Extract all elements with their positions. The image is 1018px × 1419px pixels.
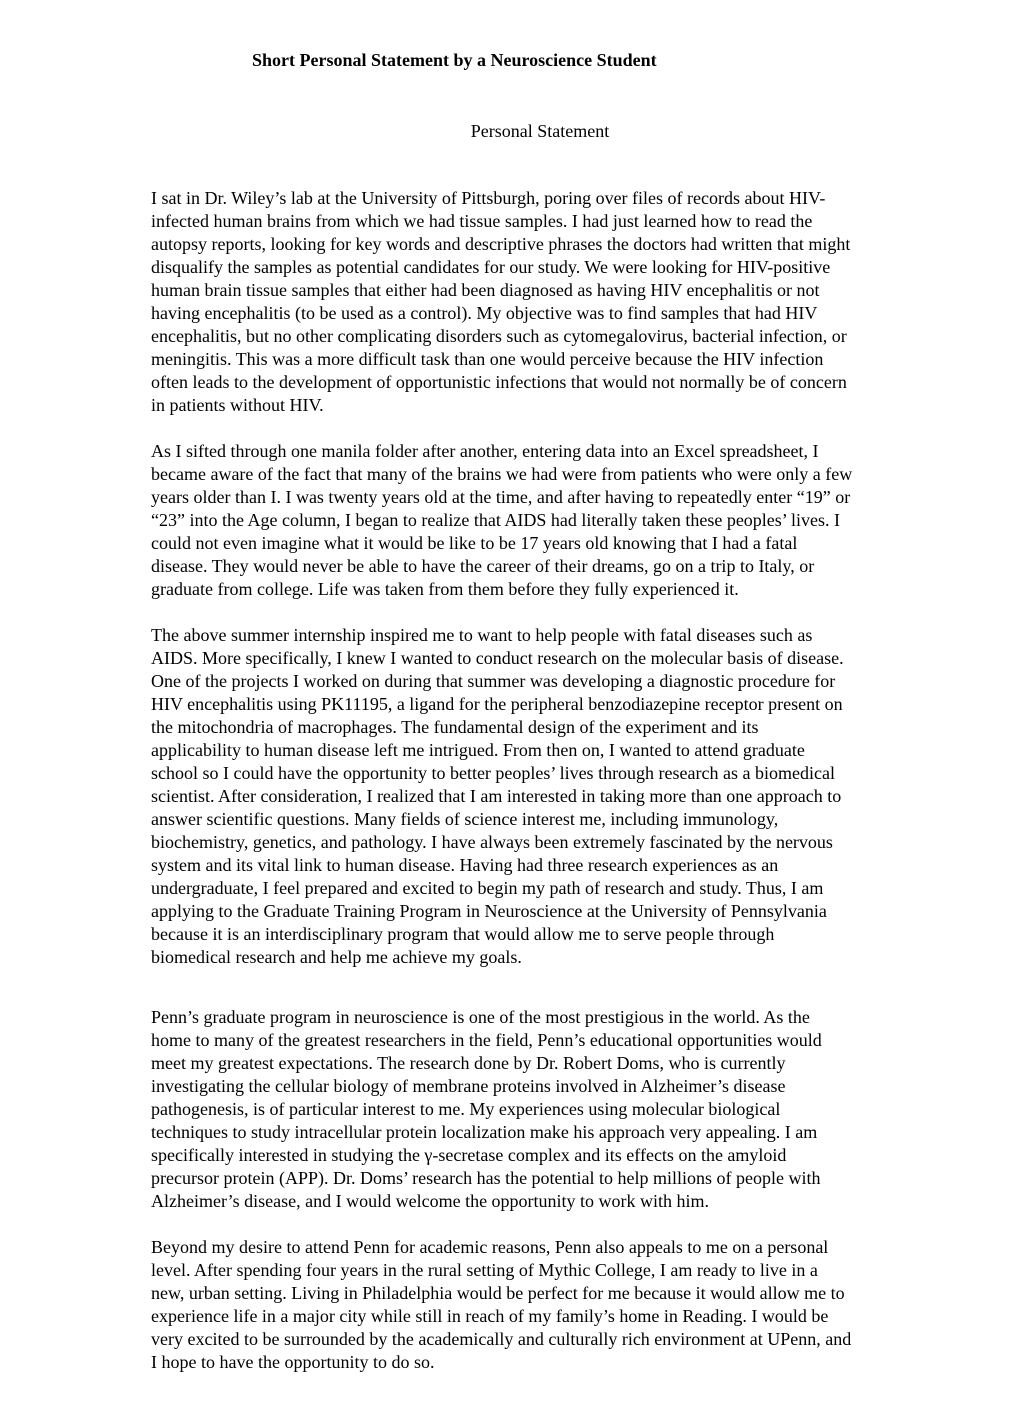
paragraph-line: answer scientific questions. Many fields of science interest me, including immunology, xyxy=(151,809,779,829)
paragraph-line: school so I could have the opportunity to better peoples’ lives through research as a biomedical xyxy=(151,763,835,783)
paragraph-line: could not even imagine what it would be like to be 17 years old knowing that I had a fatal xyxy=(151,533,798,553)
paragraph-line: One of the projects I worked on during that summer was developing a diagnostic procedure for xyxy=(151,671,836,691)
paragraph-line: years older than I. I was twenty years old at the time, and after having to repeatedly enter “19” or xyxy=(151,487,851,507)
paragraph-line: meet my greatest expectations. The research done by Dr. Robert Doms, who is currently xyxy=(151,1053,786,1073)
paragraph-line: often leads to the development of opportunistic infections that would not normally be of concern xyxy=(151,372,847,392)
paragraph-line: pathogenesis, is of particular interest to me. My experiences using molecular biological xyxy=(151,1099,781,1119)
paragraph-2 xyxy=(151,440,852,601)
paragraph-line: level. After spending four years in the rural setting of Mythic College, I am ready to live in a xyxy=(151,1260,818,1280)
paragraph-line: biochemistry, genetics, and pathology. I have always been extremely fascinated by the nervous xyxy=(151,832,833,852)
paragraph-line: I hope to have the opportunity to do so. xyxy=(151,1352,435,1372)
paragraph-line: Beyond my desire to attend Penn for academic reasons, Penn also appeals to me on a personal xyxy=(151,1237,829,1257)
paragraph-line: very excited to be surrounded by the academically and culturally rich environment at UPenn, and xyxy=(151,1329,852,1349)
paragraph-line: undergraduate, I feel prepared and excited to begin my path of research and study. Thus, I am xyxy=(151,878,824,898)
paragraph-line: Penn’s graduate program in neuroscience is one of the most prestigious in the world. As the xyxy=(151,1007,810,1027)
paragraph-line: graduate from college. Life was taken from them before they fully experienced it. xyxy=(151,579,739,599)
paragraph-line: The above summer internship inspired me to want to help people with fatal diseases such as xyxy=(151,625,813,645)
paragraph-line: I sat in Dr. Wiley’s lab at the University of Pittsburgh, poring over files of records about HIV- xyxy=(151,188,826,208)
paragraph-line: precursor protein (APP). Dr. Doms’ research has the potential to help millions of people with xyxy=(151,1168,821,1188)
paragraph-1 xyxy=(151,187,850,417)
paragraph-line: infected human brains from which we had tissue samples. I had just learned how to read the xyxy=(151,211,813,231)
paragraph-line: applying to the Graduate Training Program in Neuroscience at the University of Pennsylvania xyxy=(151,901,827,921)
paragraph-line: autopsy reports, looking for key words and descriptive phrases the doctors had written that might xyxy=(151,234,851,254)
paragraph-line: biomedical research and help me achieve my goals. xyxy=(151,947,522,967)
paragraph-line: scientist. After consideration, I realized that I am interested in taking more than one approach to xyxy=(151,786,842,806)
paragraph-line: new, urban setting. Living in Philadelphia would be perfect for me because it would allow me to xyxy=(151,1283,845,1303)
paragraph-line: disqualify the samples as potential candidates for our study. We were looking for HIV-positive xyxy=(151,257,831,277)
paragraph-line: Alzheimer’s disease, and I would welcome the opportunity to work with him. xyxy=(151,1191,710,1211)
paragraph-line: the mitochondria of macrophages. The fundamental design of the experiment and its xyxy=(151,717,759,737)
paragraph-line: experience life in a major city while still in reach of my family’s home in Reading. I would be xyxy=(151,1306,829,1326)
paragraph-line: meningitis. This was a more difficult task than one would perceive because the HIV infection xyxy=(151,349,824,369)
paragraph-line: became aware of the fact that many of the brains we had were from patients who were only a few xyxy=(151,464,853,484)
paragraph-line: home to many of the greatest researchers in the field, Penn’s educational opportunities would xyxy=(151,1030,822,1050)
paragraph-line: techniques to study intracellular protein localization make his approach very appealing. I am xyxy=(151,1122,818,1142)
paragraph-line: in patients without HIV. xyxy=(151,395,324,415)
paragraph-line: AIDS. More specifically, I knew I wanted to conduct research on the molecular basis of disease. xyxy=(151,648,844,668)
paragraph-4 xyxy=(151,1006,822,1213)
document-subtitle: Personal Statement xyxy=(470,121,610,141)
paragraph-3 xyxy=(151,624,844,969)
paragraph-line: applicability to human disease left me intrigued. From then on, I wanted to attend graduate xyxy=(151,740,805,760)
paragraph-line: encephalitis, but no other complicating disorders such as cytomegalovirus, bacterial infection, or xyxy=(151,326,847,346)
paragraph-line: human brain tissue samples that either had been diagnosed as having HIV encephalitis or not xyxy=(151,280,820,300)
document-title: Short Personal Statement by a Neuroscience Student xyxy=(252,50,657,70)
paragraph-line: because it is an interdisciplinary program that would allow me to serve people through xyxy=(151,924,775,944)
paragraph-line: As I sifted through one manila folder after another, entering data into an Excel spreadsheet, I xyxy=(151,441,819,461)
paragraph-line: specifically interested in studying the γ-secretase complex and its effects on the amyloid xyxy=(151,1145,787,1165)
paragraph-line: “23” into the Age column, I began to realize that AIDS had literally taken these peoples’ lives. I xyxy=(151,510,840,530)
paragraph-5 xyxy=(151,1236,851,1374)
paragraph-line: having encephalitis (to be used as a control). My objective was to find samples that had HIV xyxy=(151,303,818,323)
paragraph-line: HIV encephalitis using PK11195, a ligand for the peripheral benzodiazepine receptor present on xyxy=(151,694,843,714)
paragraph-line: system and its vital link to human disease. Having had three research experiences as an xyxy=(151,855,779,875)
paragraph-line: disease. They would never be able to have the career of their dreams, go on a trip to Italy, or xyxy=(151,556,815,576)
paragraph-line: investigating the cellular biology of membrane proteins involved in Alzheimer’s disease xyxy=(151,1076,786,1096)
